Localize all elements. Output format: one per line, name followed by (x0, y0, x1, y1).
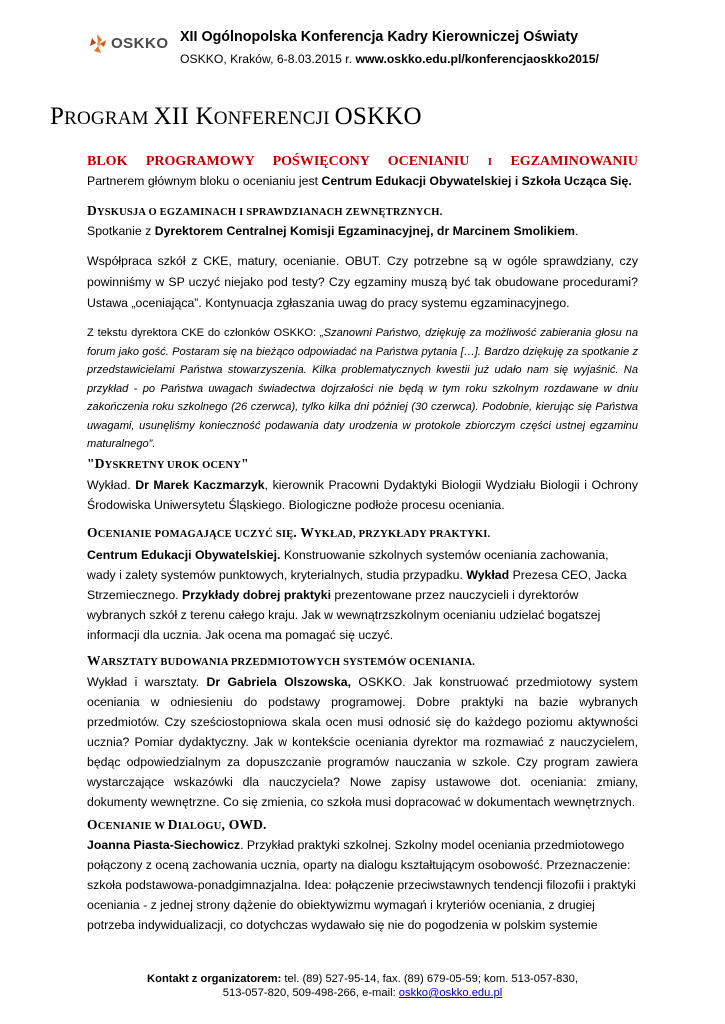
section-meeting: Spotkanie z Dyrektorem Centralnej Komisji Egzaminacyjnej, dr Marcinem Smolikiem. (87, 224, 579, 238)
section-heading-warsztaty: WARSZTATY BUDOWANIA PRZEDMIOTOWYCH SYSTEMÓW OCENIANIA. (87, 653, 476, 668)
conference-place-date: OSKKO, Kraków, 6-8.03.2015 r. (180, 52, 356, 66)
cke-quote: Z tekstu dyrektora CKE do członków OSKKO: „Szanowni Państwo, dziękuję za możliwość zabierania głosu na forum jako gość. Postaram się na bieżąco odpowiadać na Państwa pytania […]. Bardzo dziękuję za spotkanie z przedstawicielami Państwa stowarzyszenia. Kilka problematycznych kwestii już udało nam się wyjaśnić. Na przykład - po Państwa uwagach świadectwa dojrzałości nie będą w tym roku szkolnym rozdawane w dniu zakończenia roku szkolnego (26 czerwca), tylko kilka dni później (30 czerwca). Podobnie, kierując się Państwa uwagami, usunęliśmy konieczność podawania daty urodzenia w protokole zbiorczym części ustnej egzaminu maturalnego”. (87, 327, 638, 450)
section-heading-dialog: OCENIANIE W DIALOGU, OWD. (87, 817, 267, 832)
program-title: PROGRAM XII KONFERENCJI OSKKO (50, 103, 422, 130)
conference-subtitle (180, 52, 599, 66)
email-link[interactable]: oskko@oskko.edu.pl (398, 987, 503, 999)
footer-contact (0, 973, 725, 999)
logo-text: OSKKO (111, 35, 169, 52)
section-body: Wykład i warsztaty. Dr Gabriela Olszowska, OSKKO. Jak konstruować przedmiotowy system oceniania w odniesieniu do podstawy programowej. Dobre praktyki na bazie wybranych przedmiotów. Czy sześciostopniowa skala ocen musi odnosić się do każdego poziomu aktywności ucznia? Pomiar dydaktyczny. Jak w kontekście oceniania dyrektor ma rozmawiać z nauczycielem, będąc odpowiedzialnym za dopuszczanie programów nauczania w szkole. Czy program zawiera wystarczające wskazówki dla nauczyciela? Nowe zapisy ustawowe dot. oceniania: zmiany, dokumenty wewnętrzne. Co się zmienia, co szkoła musi dopracować w dokumentach wewnętrznych. (87, 675, 638, 809)
section-heading-urok: "DYSKRETNY UROK OCENY" (87, 456, 249, 471)
block-heading: BLOK PROGRAMOWY POŚWIĘCONY OCENIANIU I EGZAMINOWANIU (87, 154, 639, 169)
section-body: Współpraca szkół z CKE, matury, ocenianie. OBUT. Czy potrzebne są w ogóle sprawdziany, czy powinniśmy w SP uczyć niejako pod testy? Czy egzaminy muszą być tak obudowane procedurami? Ustawa „oceniająca”. Kontynuacja zgłaszania uwag do pracy systemu egzaminacyjnego. (87, 254, 638, 310)
section-heading-dyskusja: DYSKUSJA O EGZAMINACH I SPRAWDZIANACH ZEWNĘTRZNYCH. (87, 203, 443, 218)
conference-url[interactable]: www.oskko.edu.pl/konferencjaoskko2015/ (355, 52, 599, 66)
section-body: Centrum Edukacji Obywatelskiej. Konstruowanie szkolnych systemów oceniania zachowania, wady i zalety systemów punktowych, kryterialnych, studia przypadku. Wykład Prezesa CEO, Jacka Strzemiecznego. Przykłady dobrej praktyki prezentowane przez nauczycieli i dyrektorów wybranych szkół z terenu całego kraju. Jak w wewnątrzszkolnym ocenianiu udzielać bogatszej informacji dla ucznia. Jak ocena ma pomagać się uczyć. (87, 548, 627, 642)
conference-title: XII Ogólnopolska Konferencja Kadry Kierowniczej Oświaty (180, 29, 579, 45)
section-body: Wykład. Dr Marek Kaczmarzyk, kierownik Pracowni Dydaktyki Biologii Wydziału Biologii i Ochrony Środowiska Uniwersytetu Śląskiego. Biologiczne podłoże procesu oceniania. (87, 478, 638, 512)
footer-line-2: 513-057-820, 509-498-266, e-mail: oskko@oskko.edu.pl (222, 987, 503, 999)
section-heading-ocenianie: OCENIANIE POMAGAJĄCE UCZYĆ SIĘ. WYKŁAD, PRZYKŁADY PRAKTYKI. (87, 525, 491, 540)
block-partner: Partnerem głównym bloku o ocenianiu jest Centrum Edukacji Obywatelskiej i Szkoła Ucząca Się. (87, 174, 632, 188)
footer-line-1: Kontakt z organizatorem: tel. (89) 527-95-14, fax. (89) 679-05-59; kom. 513-057-830, (147, 973, 578, 985)
section-body: Joanna Piasta-Siechowicz. Przykład praktyki szkolnej. Szkolny model oceniania przedmiotowego połączony z oceną zachowania ucznia, oparty na dialogu kształtującym osobowość. Przeznaczenie: szkoła podstawowa-ponadgimnazjalna. Idea: połączenie przeciwstawnych tendencji filozofii i praktyki oceniania - z jednej strony dążenie do obiektywizmu wymagań i kryteriów oceniania, z drugiej potrzeba indywidualizacji, co dotychczas wydawało się nie do pogodzenia w polskim systemie (87, 838, 636, 932)
